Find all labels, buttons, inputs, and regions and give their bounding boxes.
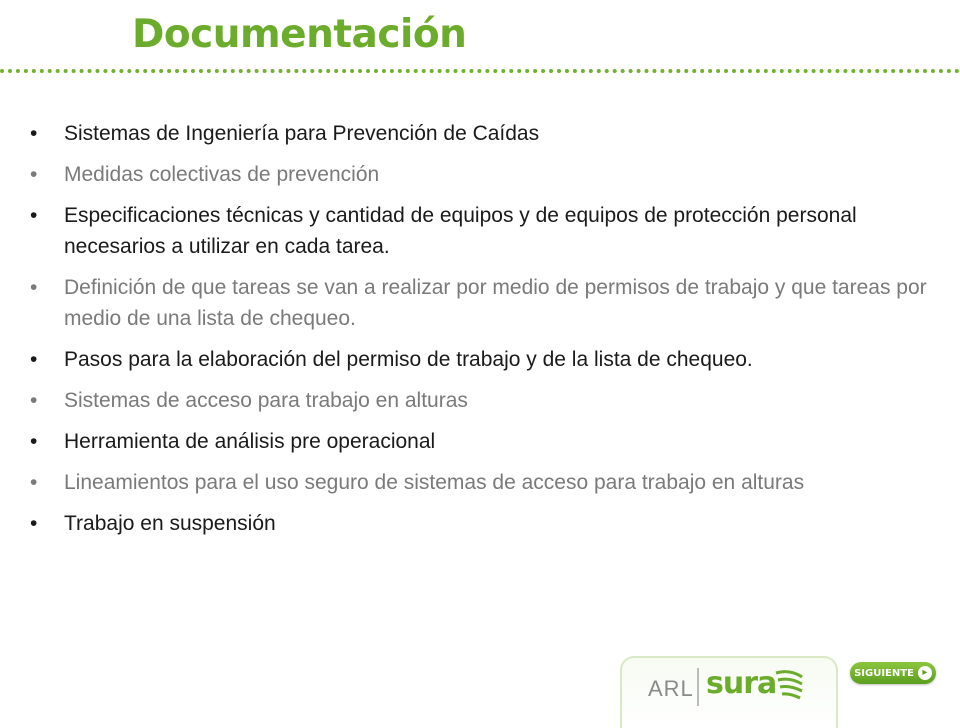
logo-separator xyxy=(697,668,699,706)
bullet-item xyxy=(30,118,930,149)
sura-bird-icon xyxy=(772,667,806,703)
bullet-dot: • xyxy=(30,471,38,494)
next-button-label: SIGUIENTE xyxy=(854,667,914,679)
bullet-item xyxy=(30,426,930,457)
bullet-item xyxy=(30,200,930,262)
bullet-list xyxy=(30,118,930,549)
bullet-item xyxy=(30,159,930,190)
bullet-text: Sistemas de Ingeniería para Prevención de Caídas xyxy=(64,122,540,145)
bullet-text: Definición de que tareas se van a realizar por medio de permisos de trabajo y que tareas por medio de una lista de chequeo. xyxy=(64,276,927,330)
bullet-item xyxy=(30,272,930,334)
bullet-item xyxy=(30,467,930,498)
title-divider xyxy=(0,69,960,73)
bullet-text: Especificaciones técnicas y cantidad de equipos y de equipos de protección personal necesarios a utilizar en cada tarea. xyxy=(64,204,857,258)
bullet-text: Herramienta de análisis pre operacional xyxy=(64,430,436,453)
bullet-dot: • xyxy=(30,204,38,227)
bullet-text: Lineamientos para el uso seguro de sistemas de acceso para trabajo en alturas xyxy=(64,471,805,494)
bullet-dot: • xyxy=(30,389,38,412)
sura-logo-text: sura xyxy=(706,666,777,701)
bullet-dot: • xyxy=(30,512,38,535)
bullet-item xyxy=(30,508,930,539)
chevron-right-icon: ▸ xyxy=(918,666,932,680)
bullet-item xyxy=(30,344,930,375)
bullet-text: Medidas colectivas de prevención xyxy=(64,163,380,186)
bullet-dot: • xyxy=(30,430,38,453)
bullet-item xyxy=(30,385,930,416)
arl-logo-text: ARL xyxy=(648,676,694,701)
bullet-dot: • xyxy=(30,348,38,371)
bullet-dot: • xyxy=(30,122,38,145)
bullet-text: Trabajo en suspensión xyxy=(64,512,276,535)
slide-title: Documentación xyxy=(132,12,467,57)
bullet-text: Sistemas de acceso para trabajo en alturas xyxy=(64,389,468,412)
bullet-dot: • xyxy=(30,163,38,186)
next-button[interactable] xyxy=(850,662,936,684)
bullet-text: Pasos para la elaboración del permiso de trabajo y de la lista de chequeo. xyxy=(64,348,753,371)
bullet-dot: • xyxy=(30,276,38,299)
